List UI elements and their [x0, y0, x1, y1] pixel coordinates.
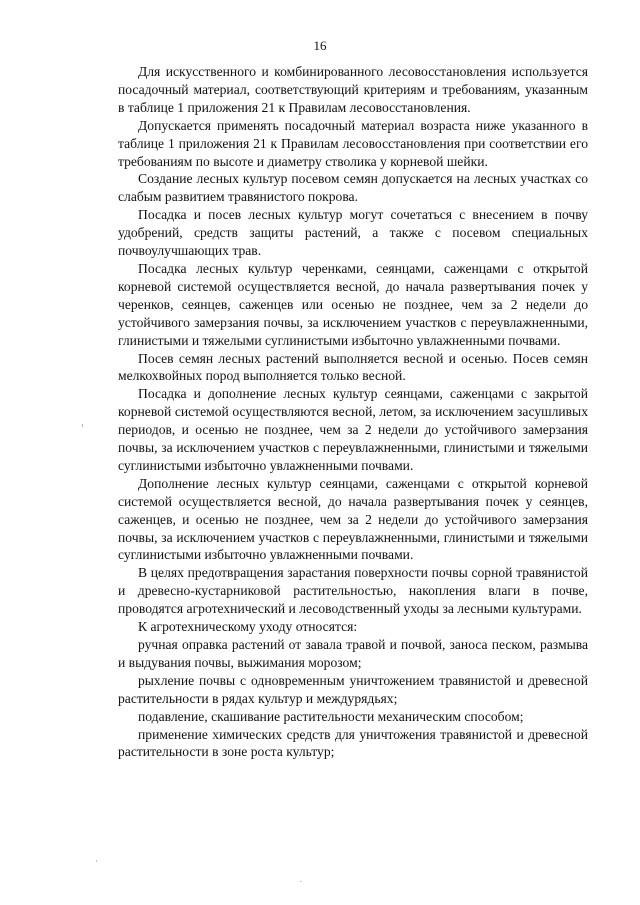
page-number: 16 [313, 38, 327, 53]
document-body [118, 63, 588, 761]
paragraph-planting-material: Для искусственного и комбинированного лесовосстановления используется посадочный материал, соответствующий критериям и требованиям, указанным в таблице 1 приложения 21 к Правилам лесовосстановления. [118, 64, 588, 115]
paragraph-open-root-planting: Посадка лесных культур черенками, сеянцами, саженцами с открытой корневой системой осуществляется весной, до начала развертывания почек у черенков, сеянцев, саженцев или осенью не позднее, чем за 2 недели до устойчивого замерзания почвы, за исключением участков с переувлажненными, глинистыми и тяжелыми суглинистыми избыточно увлажненными почвами. [118, 260, 588, 348]
scan-speck [96, 860, 97, 862]
paragraph-fertilizers: Посадка и посев лесных культур могут сочетаться с внесением в почву удобрений, средств защиты растений, а также с посевом специальных почвоулучшающих трав. [118, 207, 588, 259]
scan-speck [300, 881, 302, 882]
list-item-mowing: подавление, скашивание растительности механическим способом; [138, 708, 524, 724]
list-item-loosening: рыхление почвы с одновременным уничтожением травянистой и древесной растительности в рядах культур и междурядьях; [118, 672, 588, 706]
list-item-manual-correction: ручная оправка растений от завала травой и почвой, заноса песком, размыва и выдувания почвы, выжимания морозом; [118, 637, 588, 670]
paragraph-seed-season: Посев семян лесных растений выполняется весной и осенью. Посев семян мелкохвойных пород выполняется только весной. [118, 350, 588, 384]
paragraph-seed-sowing: Создание лесных культур посевом семян допускается на лесных участках со слабым развитием травянистого покрова. [118, 171, 588, 205]
paragraph-care-purpose: В целях предотвращения зарастания поверхности почвы сорной травянистой и древесно-кустарниковой растительностью, накопления влаги в почве, проводятся агротехнический и лесоводственный уходы за лесными культурами. [118, 565, 588, 617]
list-item-chemicals: применение химических средств для уничтожения травянистой и древесной растительности в зоне роста культур; [118, 726, 588, 760]
paragraph-agrotech-care-intro: К агротехническому уходу относятся: [138, 619, 358, 635]
paragraph-younger-material: Допускается применять посадочный материал возраста ниже указанного в таблице 1 приложения 21 к Правилам лесовосстановления при соответствии его требованиям по высоте и диаметру стволика у корневой шейки. [118, 117, 588, 169]
paragraph-open-root-supplement: Дополнение лесных культур сеянцами, саженцами с открытой корневой системой осуществляется весной, до начала развертывания почек у сеянцев, саженцев, и осенью не позднее, чем за 2 недели до устойчивого замерзания почвы, за исключением участков с переувлажненными, глинистыми и тяжелыми суглинистыми избыточно увлажненными почвами. [118, 475, 588, 563]
scan-speck [82, 424, 83, 427]
paragraph-closed-root-planting: Посадка и дополнение лесных культур сеянцами, саженцами с закрытой корневой системой осуществляются весной, летом, за исключением засушливых периодов, и осенью не позднее, чем за 2 недели до устойчивого замерзания почвы, за исключением участков с переувлажненными, глинистыми и тяжелыми суглинистыми избыточно увлажненными почвами. [118, 386, 588, 473]
